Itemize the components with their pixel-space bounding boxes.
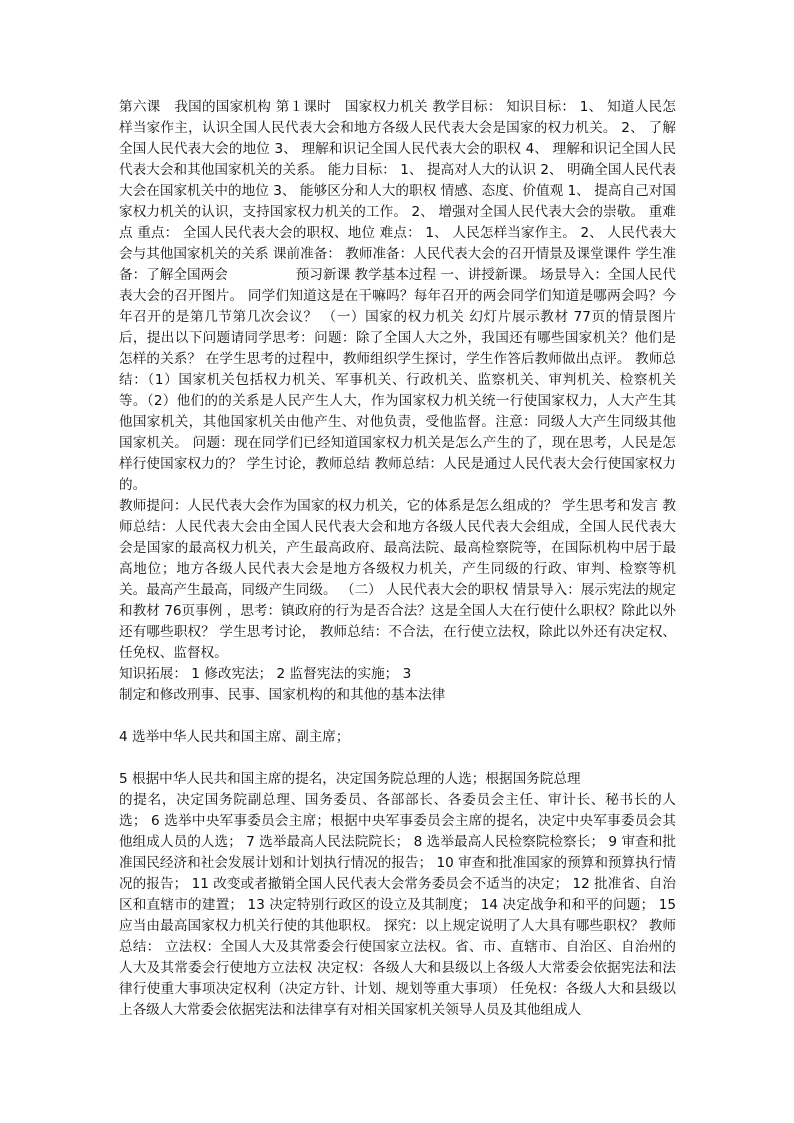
blank-line — [119, 748, 676, 769]
paragraph-knowledge-extension: 知识拓展： 1 修改宪法； 2 监督宪法的实施； 3 — [119, 666, 412, 682]
paragraph-lesson-overview: 第六课 我国的国家机构 第１课时 国家权力机关 教学目标： 知识目标： 1、 知道人民怎样当家作主，认识全国人民代表大会和地方各级人民代表大会是国家的权力机关。 2、 了解全国人民代表大会的地位 3、 理解和识记全国人民代表大会的职权 4、 理解和识记全国人民代表大会和其他国家机关的关系。 能力目标： 1、 提高对人大的认识 2、 明确全国人民代表大会在国家机关中的地位 3、 能够区分和人大的职权 情感、态度、价值观 1、 提高自己对国家权力机关的认识，支持国家权力机关的工作。 2、 增强对全国人民代表大会的崇敬。 重难点 重点： 全国人民代表大会的职权、地位 难点： 1、 人民怎样当家作主。 2、 人民代表大会与其他国家机关的关系 课前准备： 教师准备：人民代表大会的召开情景及课堂课件 学生准备：了解全国两会 预习新课 教学基本过程 一、讲授新课。 场景导入：全国人民代表大会的召开图片。 同学们知道这是在干嘛吗？每年召开的两会同学们知道是哪两会吗？今年召开的是第几节第几次会议？ （一）国家的权力机关 幻灯片展示教材 77页的情景图片后，提出以下问题请同学思考：问题：除了全国人大之外，我国还有哪些国家机关？他们是怎样的关系？ 在学生思考的过程中，教师组织学生探讨，学生作答后教师做出点评。 教师总结：（1）国家机关包括权力机关、军事机关、行政机关、监察机关、审判机关、检察机关等。（2）他们的的关系是人民产生人大，作为国家权力机关统一行使国家权力，人大产生其他国家机关，其他国家机关由他产生、对他负责，受他监督。注意：同级人大产生同级其他国家机关。 问题：现在同学们已经知道国家权力机关是怎么产生的了，现在思考，人民是怎样行使国家权力的？ 学生讨论，教师总结 教师总结：人民是通过人民代表大会行使国家权力的。 — [119, 99, 676, 493]
paragraph-elect-president: 4 选举中华人民共和国主席、副主席； — [119, 729, 350, 745]
paragraph-powers-summary: 的提名，决定国务院副总理、国务委员、各部部长、各委员会主任、审计长、秘书长的人选； 6 选举中央军事委员会主席；根据中央军事委员会主席的提名，决定中央军事委员会其他组成人员的人选； 7 选举最高人民法院院长； 8 选举最高人民检察院检察长； 9 审查和批准国民经济和社会发展计划和计划执行情况的报告； 10 审查和批准国家的预算和预算执行情况的报告； 11 改变或者撤销全国人民代表大会常务委员会不适当的决定； 12 批准省、自治区和直辖市的建置； 13 决定特别行政区的设立及其制度； 14 决定战争和和平的问题； 15 应当由最高国家权力机关行使的其他职权。 探究：以上规定说明了人大具有哪些职权？ 教师总结： 立法权：全国人大及其常委会行使国家立法权。省、市、直辖市、自治区、自治州的人大及其常委会行使地方立法权 决定权：各级人大和县级以上各级人大常委会依据宪法和法律行使重大事项决定权利（决定方针、计划、规划等重大事项） 任免权：各级人大和县级以上各级人大常委会依据宪法和法律享有对相关国家机关领导人员及其他组成人 — [119, 792, 681, 1018]
paragraph-premier-nomination: 5 根据中华人民共和国主席的提名，决定国务院总理的人选；根据国务院总理 — [119, 771, 581, 787]
paragraph-people-congress-system: 教师提问：人民代表大会作为国家的权力机关，它的体系是怎么组成的？ 学生思考和发言 教师总结：人民代表大会由全国人民代表大会和地方各级人民代表大会组成，全国人民代表大会是国家的最高权力机关，产生最高政府、最高法院、最高检察院等，在国际机构中居于最高地位；地方各级人民代表大会是地方各级权力机关，产生同级的行政、审判、检察等机关。最高产生最高，同级产生同级。 （二） 人民代表大会的职权 情景导入：展示宪法的规定和教材 76页事例 ，思考：镇政府的行为是否合法？这是全国人大在行使什么职权？除此以外还有哪些职权？ 学生思考讨论， 教师总结：不合法，在行使立法权，除此以外还有决定权、任免权、监督权。 — [119, 498, 676, 661]
blank-line — [119, 706, 676, 727]
paragraph-basic-laws: 制定和修改刑事、民事、国家机构的和其他的基本法律 — [119, 687, 446, 703]
document-page — [119, 97, 681, 1021]
